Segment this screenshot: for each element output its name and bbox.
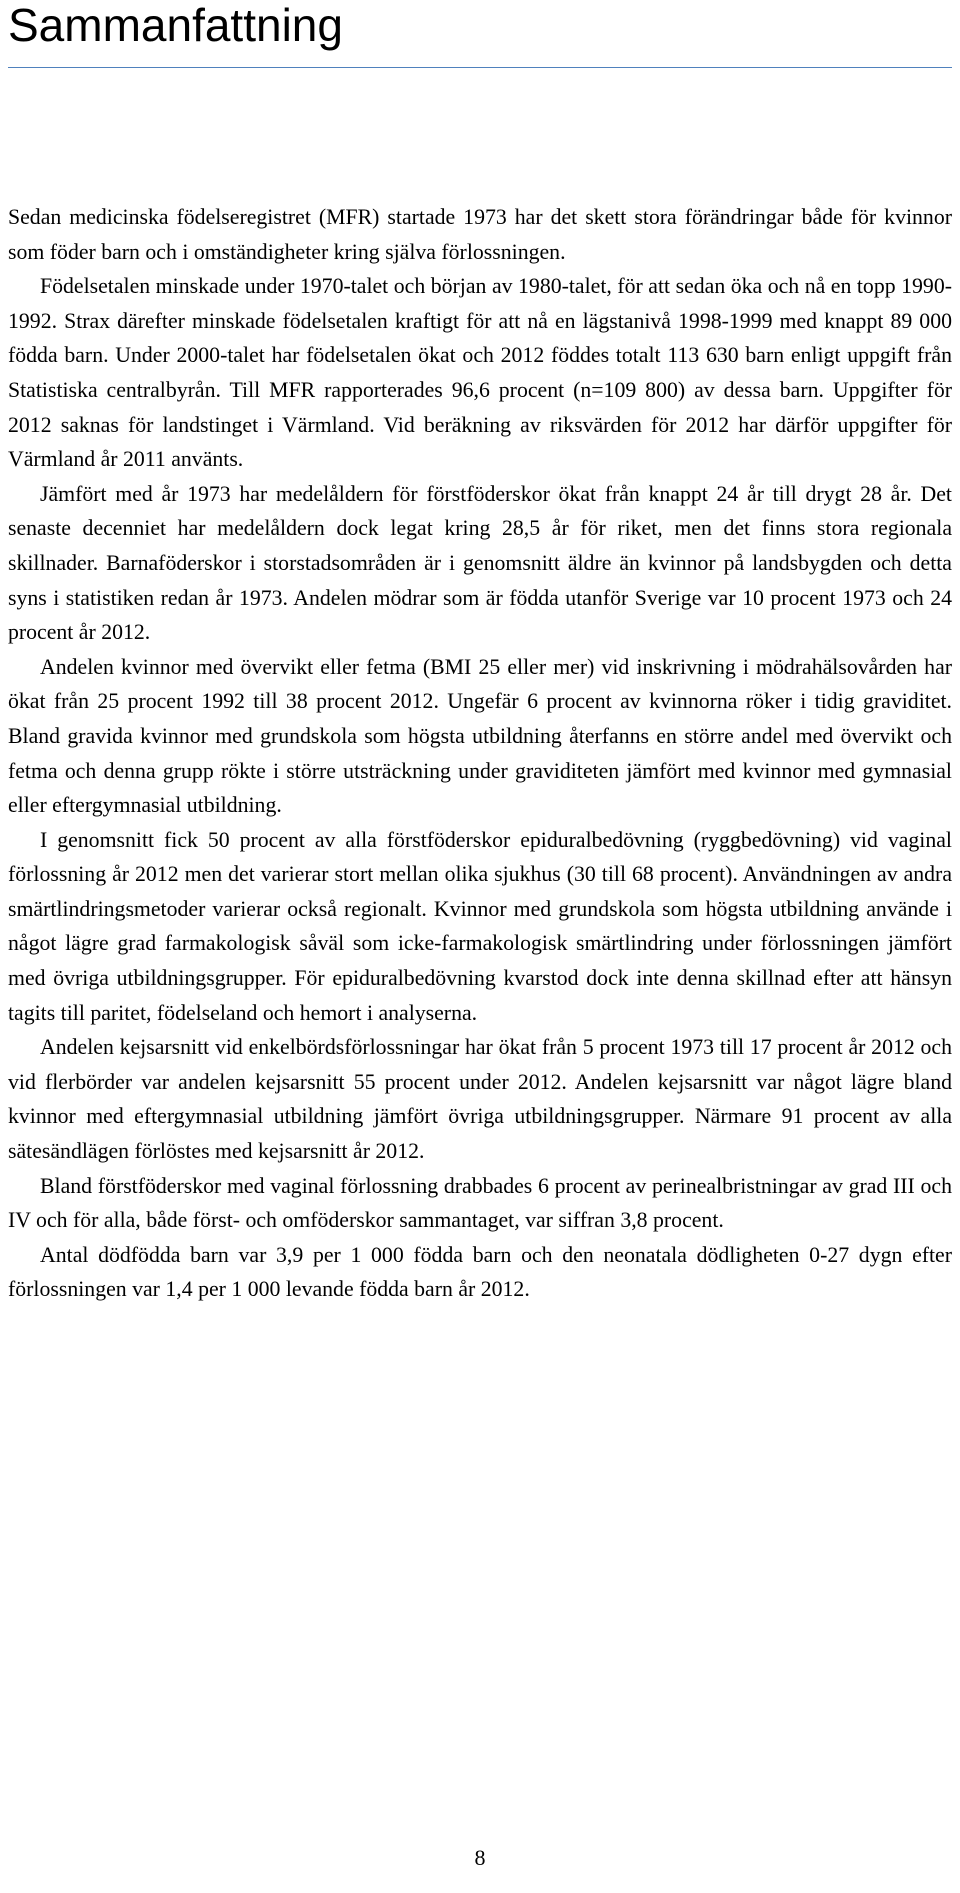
page-heading: Sammanfattning [8,0,343,51]
paragraph: Antal dödfödda barn var 3,9 per 1 000 födda barn och den neonatala dödligheten 0-27 dygn efter förlossningen var 1,4 per 1 000 levande födda barn år 2012. [8,1242,952,1302]
paragraph: Sedan medicinska födelseregistret (MFR) startade 1973 har det skett stora förändringar både för kvinnor som föder barn och i omständigheter kring själva förlossningen. [8,205,952,264]
body-text [8,200,952,1307]
page-number: 8 [474,1845,486,1870]
paragraph: Andelen kvinnor med övervikt eller fetma (BMI 25 eller mer) vid inskrivning i mödrahälsovården har ökat från 25 procent 1992 till 38 procent 2012. Ungefär 6 procent av kvinnorna röker i tidig graviditet. Bland gravida kvinnor med grundskola som högsta utbildning återfanns en större andel med övervikt och fetma och denna grupp rökte i större utsträckning under graviditeten jämfört med kvinnor med gymnasial eller eftergymnasial utbildning. [8,654,952,818]
paragraph: I genomsnitt fick 50 procent av alla förstföderskor epiduralbedövning (ryggbedövning) vid vaginal förlossning år 2012 men det varierar stort mellan olika sjukhus (30 till 68 procent). Användningen av andra smärtlindringsmetoder varierar också regionalt. Kvinnor med grundskola som högsta utbildning använde i något lägre grad farmakologisk såväl som icke-farmakologisk smärtlindring under förlossningen jämfört med övriga utbildningsgrupper. För epiduralbedövning kvarstod dock inte denna skillnad efter att hänsyn tagits till paritet, födelseland och hemort i analyserna. [8,827,952,1025]
paragraph: Jämfört med år 1973 har medelåldern för förstföderskor ökat från knappt 24 år till drygt 28 år. Det senaste decenniet har medelåldern dock legat kring 28,5 år för riket, men det finns stora regionala skillnader. Barnaföderskor i storstadsområden är i genomsnitt äldre än kvinnor på landsbygden och detta syns i statistiken redan år 1973. Andelen mödrar som är födda utanför Sverige var 10 procent 1973 och 24 procent år 2012. [8,481,952,645]
paragraph: Födelsetalen minskade under 1970-talet och början av 1980-talet, för att sedan öka och nå en topp 1990-1992. Strax därefter minskade födelsetalen kraftigt för att nå en lägstanivå 1998-1999 med knappt 89 000 födda barn. Under 2000-talet har födelsetalen ökat och 2012 föddes totalt 113 630 barn enligt uppgift från Statistiska centralbyrån. Till MFR rapporterades 96,6 procent (n=109 800) av dessa barn. Uppgifter för 2012 saknas för landstinget i Värmland. Vid beräkning av riksvärden för 2012 har därför uppgifter för Värmland år 2011 använts. [8,274,952,472]
paragraph: Bland förstföderskor med vaginal förlossning drabbades 6 procent av perinealbristningar av grad III och IV och för alla, både först- och omföderskor sammantaget, var siffran 3,8 procent. [8,1173,952,1233]
heading-underline [8,67,952,68]
paragraph: Andelen kejsarsnitt vid enkelbördsförlossningar har ökat från 5 procent 1973 till 17 procent år 2012 och vid flerbörder var andelen kejsarsnitt 55 procent under 2012. Andelen kejsarsnitt var något lägre bland kvinnor med eftergymnasial utbildning jämfört övriga utbildningsgrupper. Närmare 91 procent av alla sätesändlägen förlöstes med kejsarsnitt år 2012. [8,1035,952,1164]
